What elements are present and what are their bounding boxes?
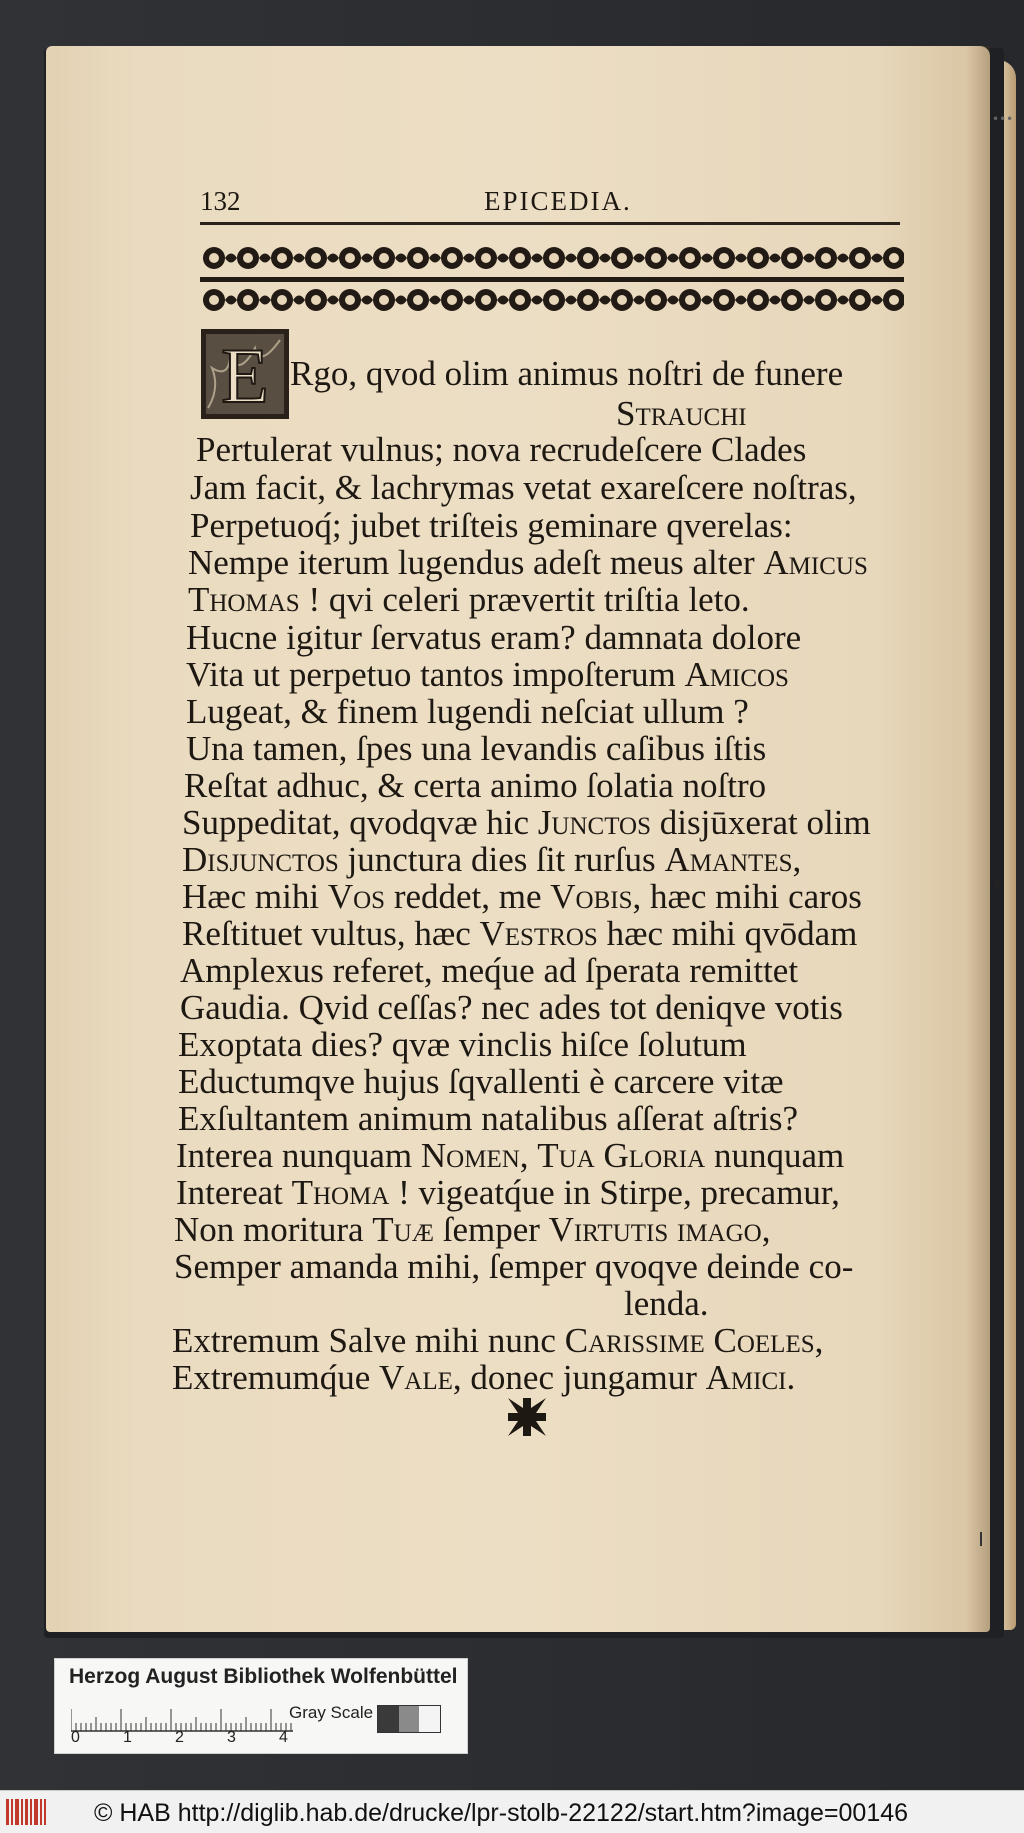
verse-line — [196, 432, 806, 467]
verse-text: Nempe iterum lugendus adeſt meus alter — [188, 543, 764, 582]
verse-small-caps: Nomen — [420, 1136, 520, 1175]
scale-number: 4 — [279, 1729, 288, 1746]
verse-text: Lugeat, & finem lugendi neſciat ullum ? — [186, 692, 749, 731]
gray-swatch-light — [419, 1706, 440, 1732]
library-name: Herzog August Bibliothek Wolfenbüttel — [69, 1665, 458, 1688]
verse-text: ſemper — [433, 1210, 549, 1249]
verse-text: . — [786, 1358, 796, 1397]
verse-text: Una tamen, ſpes una levandis caſibus iſtis — [186, 729, 767, 768]
verse-text: Gaudia. Qvid ceſſas? nec ades tot deniqve votis — [180, 988, 843, 1027]
verse-line — [178, 1101, 798, 1136]
verse-small-caps: Vestros — [479, 914, 598, 953]
verse-line — [174, 1212, 770, 1247]
verse-text: Hucne igitur ſervatus eram? damnata dolore — [186, 618, 802, 657]
scale-number: 2 — [175, 1729, 184, 1746]
verse-small-caps: Amantes — [664, 840, 793, 879]
verse-small-caps: Amicos — [684, 655, 789, 694]
verse-small-caps: Tua Gloria — [537, 1136, 706, 1175]
verse-line — [190, 470, 857, 505]
gray-swatch-mid — [399, 1706, 420, 1732]
header-rule — [200, 222, 900, 225]
margin-tick — [980, 1532, 982, 1546]
svg-text:E: E — [221, 332, 269, 419]
verse-small-caps: Thoma — [291, 1173, 390, 1212]
verse-small-caps: Virtutis imago — [548, 1210, 762, 1249]
verse-small-caps: Thomas — [188, 580, 300, 619]
verse-text: Amplexus referet, meq́ue ad ſperata remittet — [180, 951, 799, 990]
gray-swatch-dark — [378, 1706, 399, 1732]
verse-text: Exſultantem animum natalibus aſſerat aſtris? — [178, 1099, 799, 1138]
running-head: EPICEDIA. — [484, 186, 632, 216]
verse-text: Perpetuoq́; jubet triſteis geminare qverelas: — [190, 506, 793, 545]
verse-line — [186, 731, 766, 766]
verse-text: Eductumqve hujus ſqvallenti è carcere vitæ — [178, 1062, 784, 1101]
verse-line — [172, 1323, 823, 1358]
verse-line — [180, 953, 798, 988]
verse-line — [182, 842, 801, 877]
verse-small-caps: Disjunctos — [182, 840, 339, 879]
verse-line — [624, 1286, 709, 1321]
verse-text: Interea nunquam — [176, 1136, 421, 1175]
verse-small-caps: Vobis — [550, 877, 633, 916]
verse-line — [176, 1138, 844, 1173]
page-gutter-shade — [966, 46, 990, 1632]
verse-text: , — [761, 1210, 771, 1249]
verse-text: hæc mihi qvōdam — [597, 914, 858, 953]
verse-text: Vita ut perpetuo tantos impoſterum — [186, 655, 685, 694]
verse-text: nunquam — [705, 1136, 845, 1175]
copyright-url: © HAB http://diglib.hab.de/drucke/lpr-stolb-22122/start.htm?image=00146 — [94, 1799, 909, 1827]
verse-text: Semper amanda mihi, ſemper qvoqve deinde co- — [174, 1247, 854, 1286]
verse-line — [172, 1360, 795, 1395]
verse-line — [182, 879, 862, 914]
verse-text: Extremum Salve mihi nunc — [172, 1321, 565, 1360]
verse-text: ! qvi celeri prævertit triſtia leto. — [299, 580, 750, 619]
verse-line — [188, 545, 868, 580]
verse-text: Reſtituet vultus, hæc — [182, 914, 480, 953]
verse-text: Pertulerat vulnus; nova recrudeſcere Clades — [196, 430, 807, 469]
verse-line — [174, 1249, 853, 1284]
verse-text: lenda. — [624, 1284, 709, 1323]
gray-scale-swatches — [377, 1705, 441, 1733]
verse-small-caps: Vale — [379, 1358, 453, 1397]
corner-dots: ••• — [992, 112, 1014, 126]
archive-label-card — [54, 1658, 468, 1754]
verse-text: Reſtat adhuc, & certa animo ſolatia noſtro — [184, 766, 767, 805]
verse-line — [178, 1064, 784, 1099]
scale-number: 1 — [123, 1729, 132, 1746]
verse-line — [178, 1027, 747, 1062]
barcode-icon — [6, 1799, 46, 1825]
scale-numbers — [67, 1729, 307, 1751]
verse-text: Exoptata dies? qvæ vinclis hiſce ſolutum — [178, 1025, 747, 1064]
verse-line — [176, 1175, 840, 1210]
verse-text: disjūxerat olim — [651, 803, 871, 842]
verse-line — [186, 694, 749, 729]
verse-line — [186, 620, 801, 655]
verse-text: ! vigeatq́ue in Stirpe, precamur, — [389, 1173, 840, 1212]
verse-text: , hæc mihi caros — [632, 877, 862, 916]
verse-small-caps: Junctos — [537, 803, 651, 842]
verse-line — [186, 657, 789, 692]
verse-text: , donec jungamur — [452, 1358, 706, 1397]
verse-line — [188, 582, 750, 617]
verse-small-caps: Vos — [327, 877, 386, 916]
verse-text: , — [519, 1136, 538, 1175]
verse-line — [180, 990, 843, 1025]
verse-text: Extremumq́ue — [172, 1358, 380, 1397]
verse-text: junctura dies ſit rurſus — [338, 840, 665, 879]
verse-text: Suppeditat, qvodqvæ hic — [182, 803, 538, 842]
verse-line — [182, 805, 871, 840]
verse-small-caps: Carissime Coeles — [564, 1321, 815, 1360]
verse-text: Rgo, qvod olim animus noſtri de funere — [290, 354, 844, 393]
verse-text: Hæc mihi — [182, 877, 328, 916]
cross-end-mark-icon — [504, 1394, 550, 1440]
verse-small-caps: Amici — [705, 1358, 787, 1397]
verse-text: Non moritura — [174, 1210, 373, 1249]
verse-line — [190, 508, 793, 543]
verse-small-caps: Amicus — [763, 543, 868, 582]
margin-mark — [994, 880, 1000, 888]
scale-number: 0 — [71, 1729, 80, 1746]
verse-line — [290, 356, 843, 391]
verse-text: reddet, me — [385, 877, 551, 916]
page-number: 132 — [200, 186, 241, 216]
verse-line — [616, 396, 747, 431]
floral-ornament-band — [200, 236, 904, 324]
decorated-initial — [200, 328, 290, 420]
verse-line — [184, 768, 766, 803]
scale-number: 3 — [227, 1729, 236, 1746]
footer-bar — [0, 1790, 1024, 1833]
verse-line — [182, 916, 857, 951]
verse-small-caps: Tuæ — [372, 1210, 434, 1249]
verse-text: Jam facit, & lachrymas vetat exareſcere noſtras, — [190, 468, 857, 507]
verse-text: Intereat — [176, 1173, 292, 1212]
verse-text: , — [814, 1321, 824, 1360]
gray-scale-label: Gray Scale — [289, 1703, 374, 1722]
verse-text: , — [792, 840, 802, 879]
verse-small-caps: Strauchi — [616, 394, 747, 433]
